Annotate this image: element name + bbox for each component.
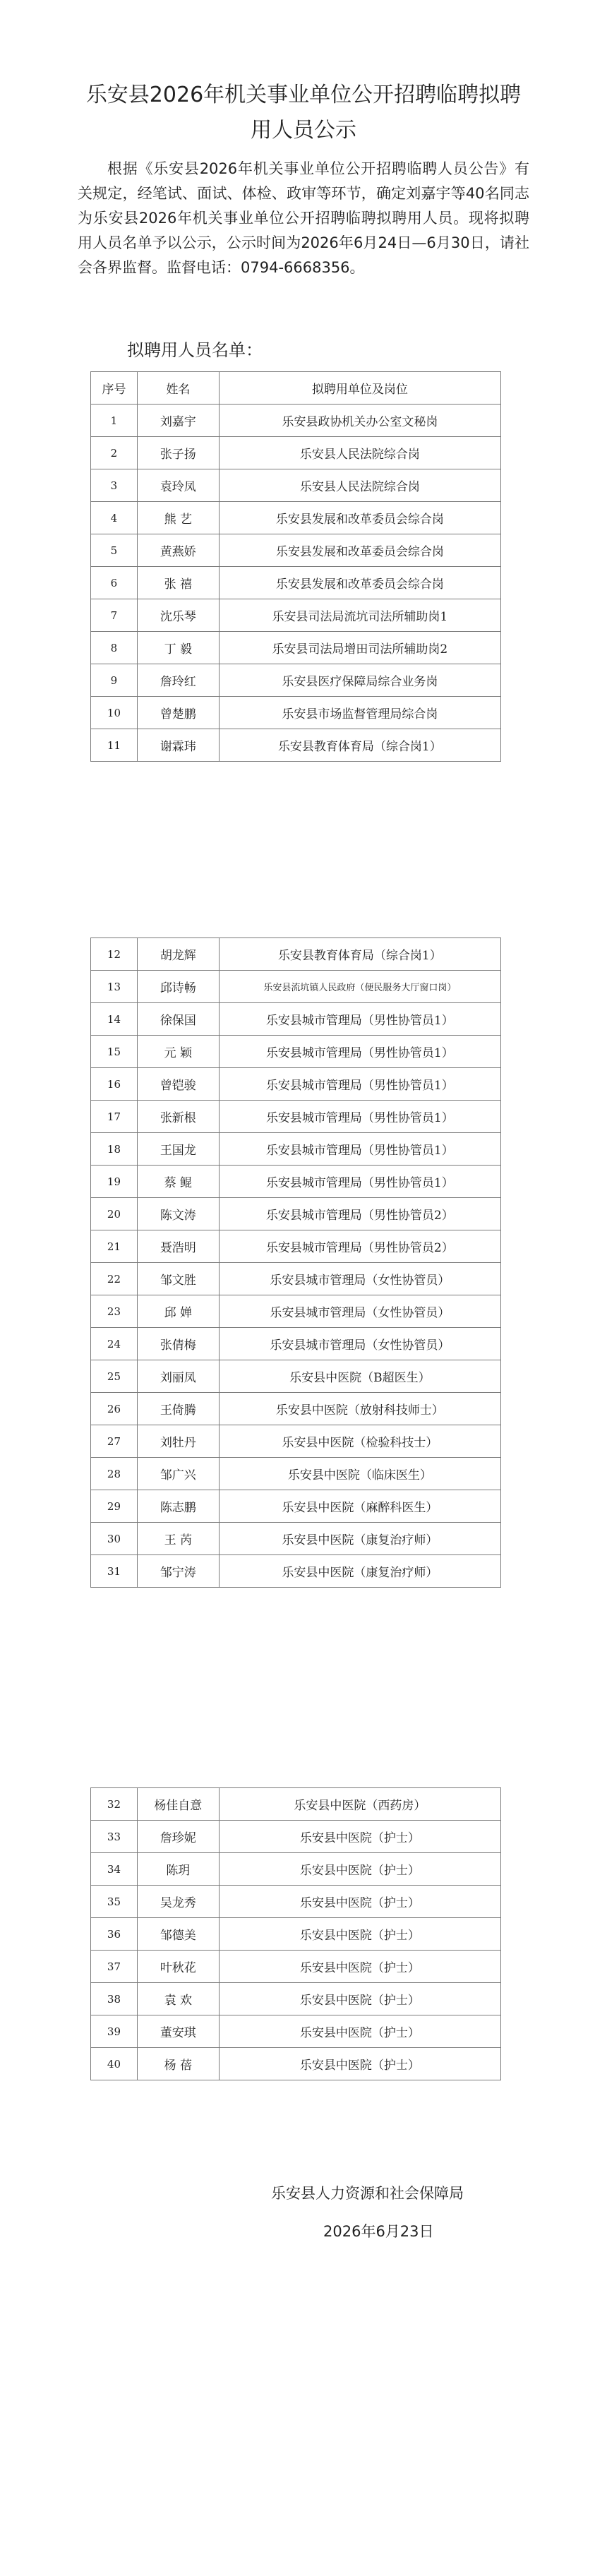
row-position: 乐安县教育体育局（综合岗1）: [219, 729, 500, 762]
row-name: 袁 欢: [137, 1983, 219, 2015]
row-number: 29: [91, 1490, 138, 1523]
row-number: 11: [91, 729, 138, 762]
row-number: 9: [91, 664, 138, 697]
row-number: 1: [91, 405, 138, 437]
row-position: 乐安县中医院（护士）: [219, 1821, 500, 1853]
row-name: 吴龙秀: [137, 1886, 219, 1918]
row-name: 邱 婵: [137, 1295, 219, 1328]
row-number: 26: [91, 1393, 138, 1425]
row-position: 乐安县司法局流坑司法所辅助岗1: [219, 599, 500, 632]
row-position: 乐安县中医院（麻醉科医生）: [219, 1490, 500, 1523]
row-name: 黄燕娇: [137, 534, 219, 567]
row-number: 32: [91, 1788, 138, 1821]
row-name: 曾楚鹏: [137, 697, 219, 729]
table-header-row: [91, 372, 501, 405]
row-name: 邱诗畅: [137, 971, 219, 1003]
row-position: 乐安县司法局增田司法所辅助岗2: [219, 632, 500, 664]
table-row: [91, 469, 501, 502]
row-number: 36: [91, 1918, 138, 1951]
row-position: 乐安县中医院（临床医生）: [219, 1458, 500, 1490]
row-name: 徐保国: [137, 1003, 219, 1036]
row-position: 乐安县市场监督管理局综合岗: [219, 697, 500, 729]
table-row: [91, 1360, 501, 1393]
table-row: [91, 567, 501, 599]
row-position: 乐安县中医院（护士）: [219, 1983, 500, 2015]
row-number: 5: [91, 534, 138, 567]
row-number: 4: [91, 502, 138, 534]
row-name: 丁 毅: [137, 632, 219, 664]
row-name: 杨 蓓: [137, 2048, 219, 2080]
table-row: [91, 2015, 501, 2048]
intro-paragraph: 根据《乐安县2026年机关事业单位公开招聘临聘人员公告》有关规定，经笔试、面试、体检、政审等环节，确定刘嘉宇等40名同志为乐安县2026年机关事业单位公开招聘临聘拟聘用人员。现将拟聘用人员名单予以公示，公示时间为2026年6月24日—6月30日，请社会各界监督。监督电话：0794-6668356。: [78, 160, 529, 276]
row-number: 20: [91, 1198, 138, 1230]
table-row: [91, 971, 501, 1003]
row-position: 乐安县城市管理局（女性协管员）: [219, 1263, 500, 1295]
row-position: 乐安县城市管理局（男性协管员1）: [219, 1036, 500, 1068]
row-number: 6: [91, 567, 138, 599]
table-row: [91, 1230, 501, 1263]
table-row: [91, 729, 501, 762]
header-position: 拟聘用单位及岗位: [219, 372, 500, 405]
table-row: [91, 1133, 501, 1166]
row-name: 王 芮: [137, 1523, 219, 1555]
row-position: 乐安县发展和改革委员会综合岗: [219, 534, 500, 567]
row-position: 乐安县发展和改革委员会综合岗: [219, 502, 500, 534]
roster-table-part-2: [90, 937, 501, 1588]
header-name: 姓名: [137, 372, 219, 405]
row-number: 33: [91, 1821, 138, 1853]
table-row: [91, 405, 501, 437]
row-name: 刘牡丹: [137, 1425, 219, 1458]
table-row: [91, 1295, 501, 1328]
row-position: 乐安县人民法院综合岗: [219, 437, 500, 469]
row-name: 袁玲凤: [137, 469, 219, 502]
row-position: 乐安县教育体育局（综合岗1）: [219, 938, 500, 971]
table-row: [91, 1853, 501, 1886]
row-number: 21: [91, 1230, 138, 1263]
table-row: [91, 1788, 501, 1821]
row-position: 乐安县城市管理局（男性协管员1）: [219, 1068, 500, 1101]
table-row: [91, 1425, 501, 1458]
row-number: 23: [91, 1295, 138, 1328]
row-name: 王国龙: [137, 1133, 219, 1166]
row-number: 12: [91, 938, 138, 971]
row-number: 24: [91, 1328, 138, 1360]
row-position: 乐安县中医院（B超医生）: [219, 1360, 500, 1393]
table-row: [91, 697, 501, 729]
roster-table-part-1: [90, 371, 501, 762]
table-row: [91, 1555, 501, 1588]
table-row: [91, 502, 501, 534]
row-name: 张子扬: [137, 437, 219, 469]
row-number: 28: [91, 1458, 138, 1490]
row-number: 14: [91, 1003, 138, 1036]
table-row: [91, 1951, 501, 1983]
row-number: 3: [91, 469, 138, 502]
table-row: [91, 938, 501, 971]
table-row: [91, 1101, 501, 1133]
row-number: 8: [91, 632, 138, 664]
row-position: 乐安县政协机关办公室文秘岗: [219, 405, 500, 437]
row-position: 乐安县城市管理局（女性协管员）: [219, 1328, 500, 1360]
row-number: 27: [91, 1425, 138, 1458]
row-position: 乐安县人民法院综合岗: [219, 469, 500, 502]
row-number: 34: [91, 1853, 138, 1886]
row-name: 詹玲红: [137, 664, 219, 697]
row-position: 乐安县医疗保障局综合业务岗: [219, 664, 500, 697]
row-position: 乐安县城市管理局（男性协管员2）: [219, 1230, 500, 1263]
row-number: 37: [91, 1951, 138, 1983]
row-position: 乐安县中医院（护士）: [219, 2015, 500, 2048]
table-row: [91, 599, 501, 632]
row-number: 40: [91, 2048, 138, 2080]
table-row: [91, 1166, 501, 1198]
row-number: 7: [91, 599, 138, 632]
row-name: 陈文涛: [137, 1198, 219, 1230]
table-row: [91, 632, 501, 664]
table-row: [91, 2048, 501, 2080]
table-row: [91, 1198, 501, 1230]
table-row: [91, 1821, 501, 1853]
row-position: 乐安县中医院（检验科技士）: [219, 1425, 500, 1458]
table-row: [91, 1328, 501, 1360]
row-number: 18: [91, 1133, 138, 1166]
row-number: 13: [91, 971, 138, 1003]
row-name: 陈志鹏: [137, 1490, 219, 1523]
signature-unit: 乐安县人力资源和社会保障局: [271, 2185, 464, 2202]
row-position: 乐安县城市管理局（男性协管员1）: [219, 1101, 500, 1133]
row-position: 乐安县中医院（护士）: [219, 1853, 500, 1886]
row-name: 聂浩明: [137, 1230, 219, 1263]
row-number: 30: [91, 1523, 138, 1555]
row-number: 35: [91, 1886, 138, 1918]
row-position: 乐安县中医院（放射科技师士）: [219, 1393, 500, 1425]
row-name: 陈玥: [137, 1853, 219, 1886]
table-row: [91, 1886, 501, 1918]
row-name: 邹广兴: [137, 1458, 219, 1490]
row-number: 31: [91, 1555, 138, 1588]
table-row: [91, 1458, 501, 1490]
table-row: [91, 1523, 501, 1555]
row-name: 张 禧: [137, 567, 219, 599]
row-position: 乐安县城市管理局（男性协管员1）: [219, 1003, 500, 1036]
table-row: [91, 1490, 501, 1523]
row-name: 叶秋花: [137, 1951, 219, 1983]
row-name: 元 颖: [137, 1036, 219, 1068]
row-position: 乐安县中医院（护士）: [219, 1951, 500, 1983]
row-position: 乐安县中医院（康复治疗师）: [219, 1555, 500, 1588]
table-row: [91, 1983, 501, 2015]
table-row: [91, 1068, 501, 1101]
row-name: 曾铠骏: [137, 1068, 219, 1101]
row-number: 16: [91, 1068, 138, 1101]
row-number: 10: [91, 697, 138, 729]
table-row: [91, 437, 501, 469]
row-name: 沈乐琴: [137, 599, 219, 632]
table-row: [91, 1263, 501, 1295]
row-name: 蔡 鲲: [137, 1166, 219, 1198]
table-row: [91, 1003, 501, 1036]
row-name: 王倚腾: [137, 1393, 219, 1425]
row-number: 22: [91, 1263, 138, 1295]
row-name: 刘丽凤: [137, 1360, 219, 1393]
roster-table-part-3: [90, 1787, 501, 2080]
row-name: 邹德美: [137, 1918, 219, 1951]
row-position: 乐安县中医院（护士）: [219, 2048, 500, 2080]
header-no: 序号: [91, 372, 138, 405]
row-position: 乐安县发展和改革委员会综合岗: [219, 567, 500, 599]
table-row: [91, 1036, 501, 1068]
row-number: 39: [91, 2015, 138, 2048]
row-name: 熊 艺: [137, 502, 219, 534]
row-position: 乐安县流坑镇人民政府（便民服务大厅窗口岗）: [219, 971, 500, 1003]
row-position: 乐安县中医院（护士）: [219, 1918, 500, 1951]
row-name: 董安琪: [137, 2015, 219, 2048]
row-name: 刘嘉宇: [137, 405, 219, 437]
row-name: 张新根: [137, 1101, 219, 1133]
row-name: 詹珍妮: [137, 1821, 219, 1853]
row-number: 38: [91, 1983, 138, 2015]
signature-date: 2026年6月23日: [323, 2223, 434, 2240]
row-position: 乐安县城市管理局（男性协管员1）: [219, 1133, 500, 1166]
row-name: 张倩梅: [137, 1328, 219, 1360]
row-name: 邹文胜: [137, 1263, 219, 1295]
list-heading: 拟聘用人员名单：: [127, 340, 263, 360]
row-position: 乐安县中医院（护士）: [219, 1886, 500, 1918]
row-position: 乐安县中医院（西药房）: [219, 1788, 500, 1821]
table-row: [91, 664, 501, 697]
table-row: [91, 534, 501, 567]
row-number: 25: [91, 1360, 138, 1393]
table-row: [91, 1393, 501, 1425]
row-name: 杨佳自意: [137, 1788, 219, 1821]
row-number: 19: [91, 1166, 138, 1198]
row-position: 乐安县城市管理局（男性协管员1）: [219, 1166, 500, 1198]
row-number: 17: [91, 1101, 138, 1133]
row-name: 邹宁涛: [137, 1555, 219, 1588]
document-title: 乐安县2026年机关事业单位公开招聘临聘拟聘用人员公示: [85, 83, 522, 143]
row-number: 2: [91, 437, 138, 469]
row-position: 乐安县城市管理局（女性协管员）: [219, 1295, 500, 1328]
row-position: 乐安县城市管理局（男性协管员2）: [219, 1198, 500, 1230]
row-name: 胡龙辉: [137, 938, 219, 971]
row-name: 谢霖玮: [137, 729, 219, 762]
table-row: [91, 1918, 501, 1951]
row-position: 乐安县中医院（康复治疗师）: [219, 1523, 500, 1555]
row-number: 15: [91, 1036, 138, 1068]
